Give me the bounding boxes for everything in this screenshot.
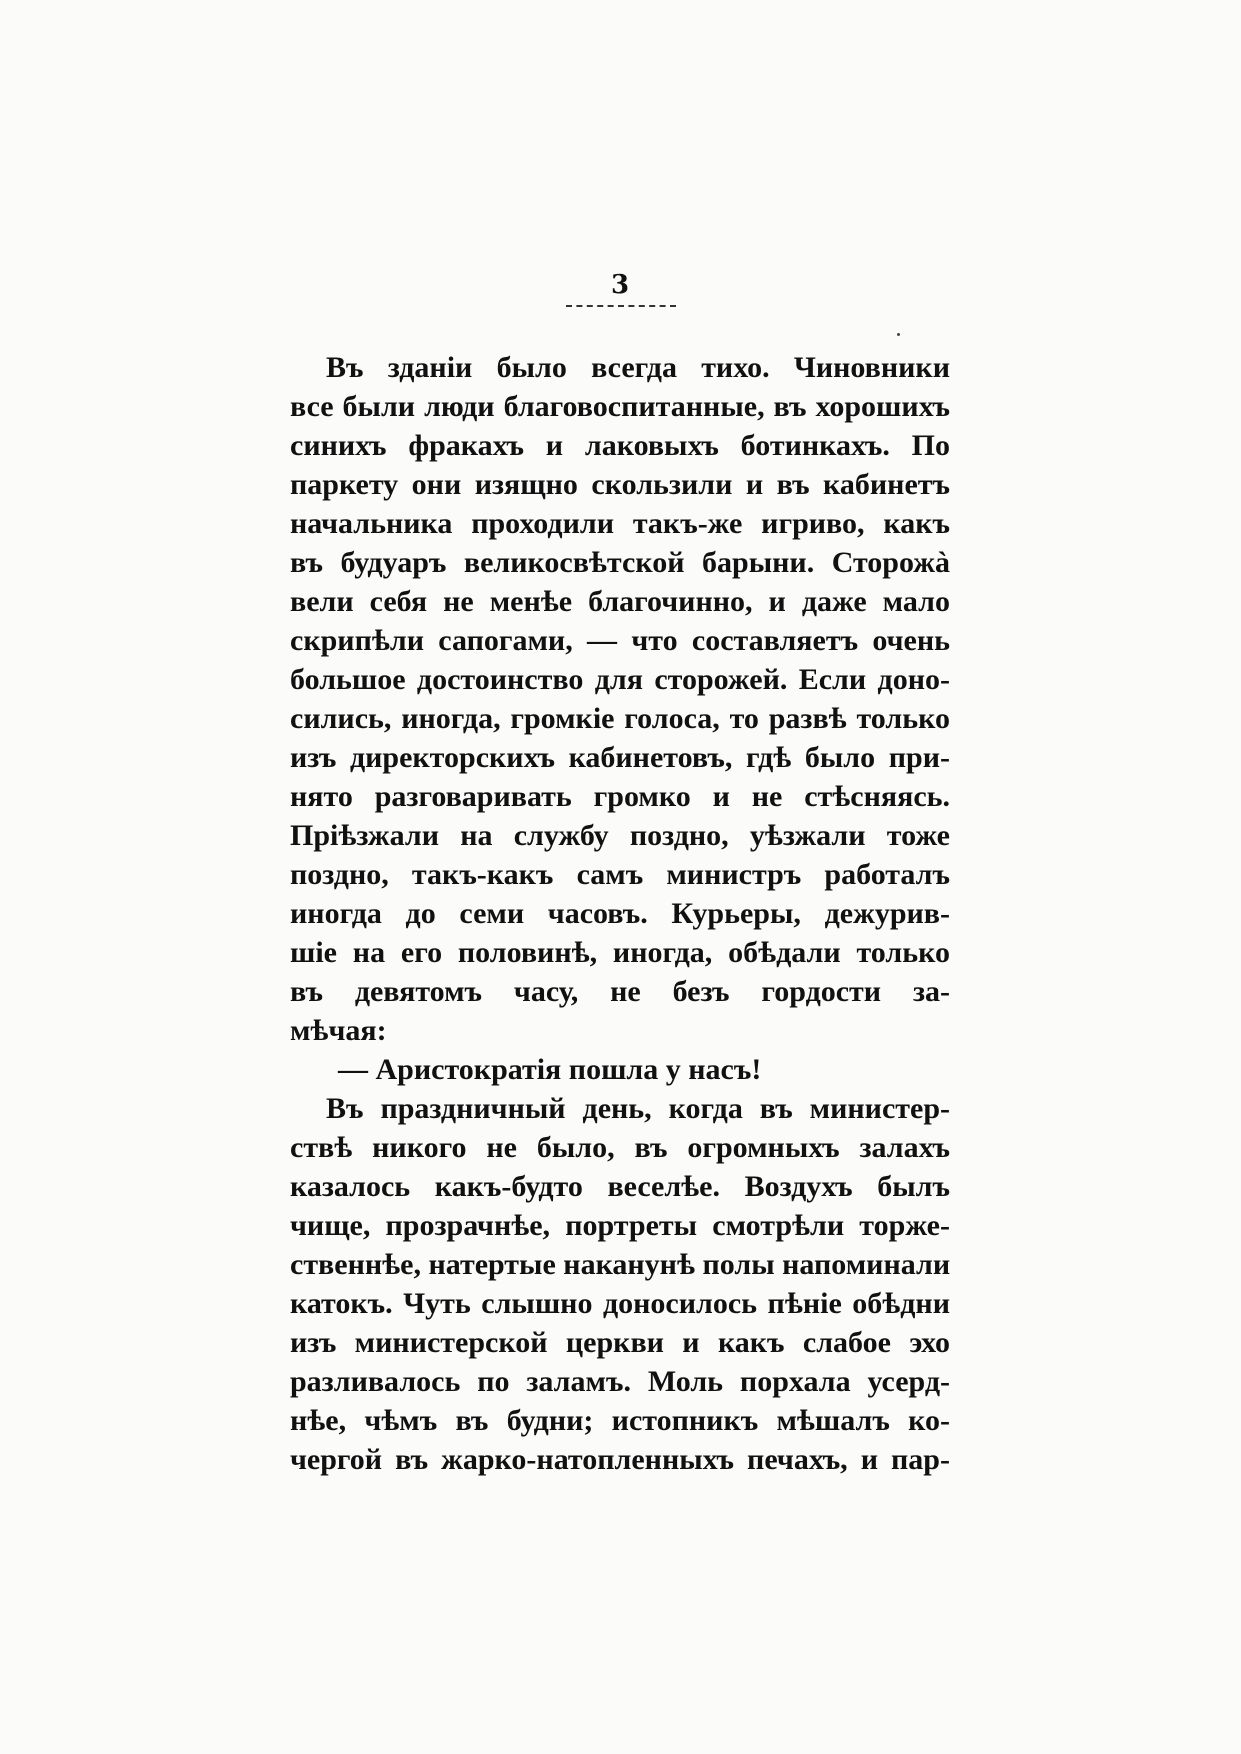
text-line: катокъ. Чуть слышно доносилось пѣніе обѣдни: [290, 1287, 950, 1320]
text-line: въ девятомъ часу, не безъ гордости за-: [290, 975, 950, 1008]
text-line: сились, иногда, громкіе голоса, то развѣ только: [290, 702, 950, 735]
page-number: 3: [610, 270, 630, 300]
print-speck: [897, 333, 900, 336]
text-line: Въ праздничный день, когда въ министер-: [326, 1092, 950, 1125]
text-line: казалось какъ-будто веселѣе. Воздухъ былъ: [290, 1170, 950, 1203]
text-line: вели себя не менѣе благочинно, и даже мало: [290, 585, 950, 618]
text-line: иногда до семи часовъ. Курьеры, дежурив-: [290, 897, 950, 930]
text-line: все были люди благовоспитанные, въ хорошихъ: [290, 390, 950, 423]
text-line: Пріѣзжали на службу поздно, уѣзжали тоже: [290, 819, 950, 852]
text-line: шіе на его половинѣ, иногда, обѣдали только: [290, 936, 950, 969]
body-text: [290, 348, 950, 1479]
text-line: нято разговаривать громко и не стѣсняясь.: [290, 780, 950, 813]
text-line: Въ зданіи было всегда тихо. Чиновники: [326, 351, 950, 384]
text-line: большое достоинство для сторожей. Если доно-: [290, 663, 950, 696]
text-line: изъ министерской церкви и какъ слабое эхо: [290, 1326, 950, 1359]
text-line: поздно, такъ-какъ самъ министръ работалъ: [290, 858, 950, 891]
text-line: чище, прозрачнѣе, портреты смотрѣли торже-: [290, 1209, 950, 1242]
text-line: мѣчая:: [290, 1014, 387, 1047]
text-line: паркету они изящно скользили и въ кабинетъ: [290, 468, 950, 501]
text-line: ствѣ никого не было, въ огромныхъ залахъ: [290, 1131, 950, 1164]
text-line: ственнѣе, натертые наканунѣ полы напоминали: [290, 1248, 951, 1281]
dialogue-line: — Аристократія пошла у насъ!: [338, 1053, 762, 1086]
text-line: разливалось по заламъ. Моль порхала усерд-: [290, 1365, 950, 1398]
page-number-rule: [566, 305, 676, 307]
text-line: нѣе, чѣмъ въ будни; истопникъ мѣшалъ ко-: [290, 1404, 950, 1437]
text-line: начальника проходили такъ-же игриво, какъ: [290, 507, 950, 540]
text-line: чергой въ жарко-натопленныхъ печахъ, и пар-: [290, 1443, 950, 1476]
text-line: скрипѣли сапогами, — что составляетъ очень: [290, 624, 950, 657]
text-line: въ будуаръ великосвѣтской барыни. Сторожà: [290, 546, 950, 579]
text-line: синихъ фракахъ и лаковыхъ ботинкахъ. По: [290, 429, 950, 462]
text-line: изъ директорскихъ кабинетовъ, гдѣ было при-: [290, 741, 950, 774]
